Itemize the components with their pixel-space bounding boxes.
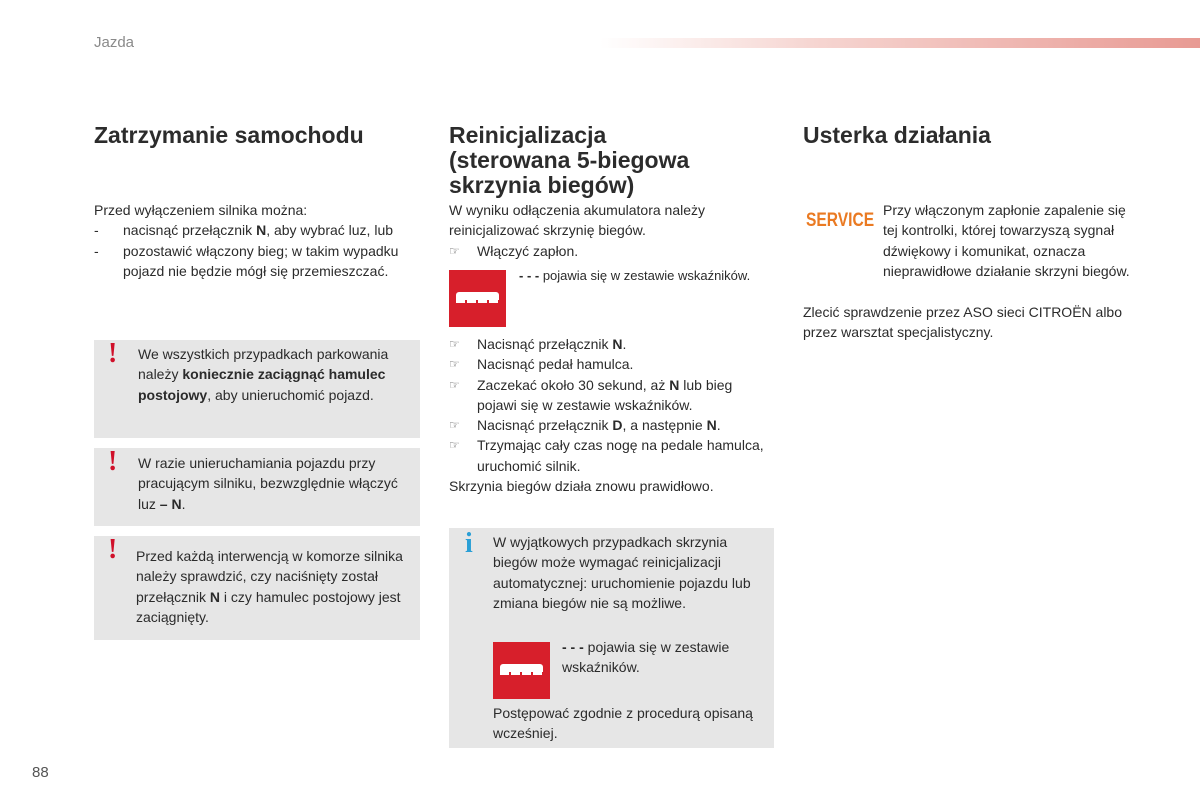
warning-text: W razie unieruchamiania pojazdu przy pracującym silniku, bezwzględnie włączyć luz – N.	[138, 455, 398, 512]
service-text: Przy włączonym zapłonie zapalenie się tej kontrolki, której towarzyszą sygnał dźwiękowy i komunikat, oznacza nieprawidłowe działanie skrzyni biegów.	[883, 202, 1130, 279]
info-footer: Postępować zgodnie z procedurą opisaną wcześniej.	[493, 705, 753, 742]
info-text: W wyjątkowych przypadkach skrzynia biegów może wymagać reinicjalizacji automatycznej: uruchomienie pojazdu lub zmiana biegów nie są możliwe.	[493, 534, 751, 611]
pointing-hand-icon: ☞	[449, 418, 460, 433]
list-item: ☞ Nacisnąć przełącznik N.	[449, 334, 764, 354]
section-title-reinitialization: Reinicjalizacja (sterowana 5-biegowa skrzynia biegów)	[449, 122, 690, 198]
info-indicator-caption: - - - pojawia się w zestawie wskaźników.	[562, 639, 730, 676]
list-item: ☞ Trzymając cały czas nogę na pedale hamulca, uruchomić silnik.	[449, 437, 764, 474]
reinit-intro-text: W wyniku odłączenia akumulatora należy reinicjalizować skrzynię biegów. ☞ Włączyć zapłon.	[449, 200, 759, 261]
stopping-text	[94, 200, 414, 281]
warning-box-neutral	[94, 448, 420, 526]
pointing-hand-icon: ☞	[449, 377, 460, 392]
indicator-caption: - - - pojawia się w zestawie wskaźników.	[519, 268, 751, 283]
stopping-intro: Przed wyłączeniem silnika można:	[94, 202, 308, 218]
warning-icon: !	[108, 534, 118, 565]
list-item: - pozostawić włączony bieg; w takim wypadku pojazd nie będzie mógł się przemieszczać.	[94, 242, 399, 279]
section-title-stopping: Zatrzymanie samochodu	[94, 122, 364, 148]
malfunction-outro: Zlecić sprawdzenie przez ASO sieci CITROËN albo przez warsztat specjalistyczny.	[803, 304, 1122, 341]
pointing-hand-icon: ☞	[449, 438, 460, 453]
pointing-hand-icon: ☞	[449, 337, 460, 351]
list-item: ☞ Nacisnąć pedał hamulca.	[449, 354, 764, 374]
warning-text: Przed każdą interwencją w komorze silnika należy sprawdzić, czy naciśnięty został przełącznik N i czy hamulec postojowy jest zaciągnięty.	[136, 548, 403, 625]
section-title-malfunction: Usterka działania	[803, 122, 991, 148]
page-number: 88	[32, 764, 49, 781]
reinit-outro: Skrzynia biegów działa znowu prawidłowo.	[449, 478, 714, 495]
header-decorative-bar	[600, 38, 1200, 48]
warning-box-parking	[94, 340, 420, 438]
pointing-hand-icon: ☞	[449, 243, 460, 258]
warning-box-engine	[94, 536, 420, 640]
warning-text: We wszystkich przypadkach parkowania należy koniecznie zaciągnąć hamulec postojowy, aby unieruchomić pojazd.	[138, 346, 389, 403]
list-item: - nacisnąć przełącznik N, aby wybrać luz, lub	[94, 222, 394, 239]
list-item: ☞ Nacisnąć przełącznik D, a następnie N.	[449, 415, 764, 435]
warning-icon: !	[108, 446, 118, 477]
warning-icon: !	[108, 338, 118, 369]
reinit-steps	[449, 334, 764, 496]
info-box-automatic-reinit	[449, 528, 774, 748]
list-item: ☞ Zaczekać około 30 sekund, aż N lub bieg pojawi się w zestawie wskaźników.	[449, 376, 733, 413]
list-item: ☞ Włączyć zapłon.	[449, 241, 759, 261]
gearbox-fault-indicator-icon	[493, 642, 550, 699]
pointing-hand-icon: ☞	[449, 357, 460, 372]
section-header: Jazda	[94, 34, 135, 51]
info-icon: i	[465, 528, 473, 559]
service-warning-icon: SERVICE	[806, 210, 875, 231]
gearbox-fault-indicator-icon	[449, 270, 506, 327]
